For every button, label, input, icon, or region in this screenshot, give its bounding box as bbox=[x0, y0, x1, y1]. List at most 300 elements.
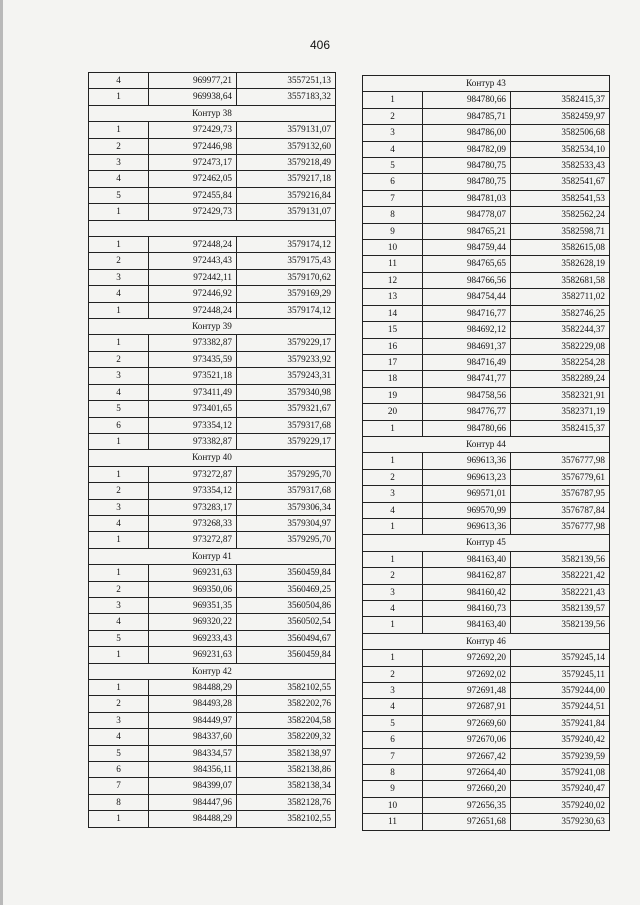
coordinate-x: 969233,43 bbox=[149, 630, 237, 646]
point-number: 4 bbox=[363, 502, 423, 518]
table-row bbox=[363, 420, 610, 436]
point-number: 10 bbox=[363, 240, 423, 256]
table-row bbox=[363, 568, 610, 584]
contour-title: Контур 38 bbox=[89, 105, 336, 121]
point-number: 7 bbox=[89, 778, 149, 794]
point-number: 4 bbox=[89, 384, 149, 400]
point-number: 3 bbox=[89, 597, 149, 613]
coordinate-y: 3579229,17 bbox=[237, 433, 336, 449]
coordinate-x: 973272,87 bbox=[149, 532, 237, 548]
table-row bbox=[363, 781, 610, 797]
point-number: 2 bbox=[89, 253, 149, 269]
coordinate-x: 984765,21 bbox=[423, 223, 511, 239]
coordinate-x: 984782,09 bbox=[423, 141, 511, 157]
coordinate-y: 3579317,68 bbox=[237, 483, 336, 499]
coordinate-x: 984778,07 bbox=[423, 207, 511, 223]
table-row bbox=[89, 384, 336, 400]
coordinate-x: 973435,59 bbox=[149, 351, 237, 367]
coordinate-y: 3582533,43 bbox=[511, 158, 610, 174]
point-number: 2 bbox=[89, 483, 149, 499]
coordinate-y: 3579217,18 bbox=[237, 171, 336, 187]
table-row bbox=[363, 256, 610, 272]
point-number: 5 bbox=[363, 158, 423, 174]
table-row bbox=[89, 155, 336, 171]
table-row bbox=[363, 486, 610, 502]
coordinate-x: 969351,35 bbox=[149, 597, 237, 613]
point-number: 1 bbox=[89, 89, 149, 105]
table-row bbox=[89, 335, 336, 351]
table-row bbox=[89, 811, 336, 827]
coordinate-x: 972669,60 bbox=[423, 715, 511, 731]
coordinate-y: 3582139,56 bbox=[511, 617, 610, 633]
coordinate-x: 972462,05 bbox=[149, 171, 237, 187]
coordinate-x: 973411,49 bbox=[149, 384, 237, 400]
coordinate-x: 984766,56 bbox=[423, 272, 511, 288]
coordinate-x: 984785,71 bbox=[423, 108, 511, 124]
table-row bbox=[89, 712, 336, 728]
coordinate-x: 969571,01 bbox=[423, 486, 511, 502]
coordinate-y: 3579244,00 bbox=[511, 683, 610, 699]
coordinate-y: 3579340,98 bbox=[237, 384, 336, 400]
coordinate-y: 3582128,76 bbox=[237, 794, 336, 810]
table-row bbox=[363, 666, 610, 682]
coordinate-y: 3582415,37 bbox=[511, 420, 610, 436]
coordinate-x: 984759,44 bbox=[423, 240, 511, 256]
coordinate-x: 972692,02 bbox=[423, 666, 511, 682]
coordinate-y: 3560504,86 bbox=[237, 597, 336, 613]
coordinate-y: 3582229,08 bbox=[511, 338, 610, 354]
page-edge bbox=[0, 0, 3, 905]
coordinate-x: 984399,07 bbox=[149, 778, 237, 794]
coordinate-x: 984741,77 bbox=[423, 371, 511, 387]
coordinate-x: 972691,48 bbox=[423, 683, 511, 699]
table-row bbox=[363, 650, 610, 666]
point-number: 5 bbox=[89, 745, 149, 761]
coordinate-x: 984765,65 bbox=[423, 256, 511, 272]
coordinate-y: 3579131,07 bbox=[237, 204, 336, 220]
coordinate-y: 3557183,32 bbox=[237, 89, 336, 105]
table-row bbox=[89, 286, 336, 302]
point-number: 6 bbox=[363, 174, 423, 190]
point-number: 1 bbox=[363, 453, 423, 469]
table-row bbox=[363, 601, 610, 617]
coordinate-y: 3579229,17 bbox=[237, 335, 336, 351]
point-number: 3 bbox=[363, 486, 423, 502]
contour-title: Контур 39 bbox=[89, 319, 336, 335]
coordinate-y: 3582541,67 bbox=[511, 174, 610, 190]
point-number: 1 bbox=[89, 335, 149, 351]
point-number: 2 bbox=[89, 138, 149, 154]
coordinate-x: 969938,64 bbox=[149, 89, 237, 105]
coordinate-y: 3579295,70 bbox=[237, 532, 336, 548]
point-number: 14 bbox=[363, 305, 423, 321]
point-number: 17 bbox=[363, 354, 423, 370]
table-row bbox=[89, 89, 336, 105]
coordinate-y: 3582221,42 bbox=[511, 568, 610, 584]
point-number: 4 bbox=[363, 699, 423, 715]
coordinate-x: 984163,40 bbox=[423, 617, 511, 633]
point-number: 2 bbox=[89, 696, 149, 712]
contour-title: Контур 43 bbox=[363, 76, 610, 92]
point-number: 1 bbox=[89, 122, 149, 138]
point-number: 3 bbox=[363, 584, 423, 600]
coordinate-y: 3579240,47 bbox=[511, 781, 610, 797]
point-number: 3 bbox=[89, 712, 149, 728]
coordinate-x: 972660,20 bbox=[423, 781, 511, 797]
coordinate-y: 3579243,31 bbox=[237, 368, 336, 384]
coordinate-x: 969613,23 bbox=[423, 469, 511, 485]
table-row bbox=[363, 108, 610, 124]
coordinate-y: 3582138,34 bbox=[237, 778, 336, 794]
coordinate-y: 3579245,14 bbox=[511, 650, 610, 666]
point-number: 1 bbox=[363, 650, 423, 666]
point-number: 5 bbox=[363, 715, 423, 731]
table-row bbox=[89, 794, 336, 810]
coordinate-y: 3582371,19 bbox=[511, 404, 610, 420]
table-row bbox=[89, 597, 336, 613]
coordinate-y: 3582562,24 bbox=[511, 207, 610, 223]
table-row bbox=[89, 581, 336, 597]
table-row bbox=[89, 762, 336, 778]
point-number: 2 bbox=[363, 108, 423, 124]
coordinate-y: 3579245,11 bbox=[511, 666, 610, 682]
coordinate-x: 972656,35 bbox=[423, 797, 511, 813]
coordinate-y: 3582321,91 bbox=[511, 387, 610, 403]
contour-title: Контур 46 bbox=[363, 633, 610, 649]
table-row bbox=[363, 387, 610, 403]
contour-title: Контур 40 bbox=[89, 450, 336, 466]
coordinate-y: 3579174,12 bbox=[237, 237, 336, 253]
table-row bbox=[363, 584, 610, 600]
point-number: 9 bbox=[363, 223, 423, 239]
coordinate-x: 973401,65 bbox=[149, 401, 237, 417]
point-number: 1 bbox=[89, 811, 149, 827]
table-row bbox=[363, 289, 610, 305]
point-number: 5 bbox=[89, 187, 149, 203]
coordinate-x: 972448,24 bbox=[149, 237, 237, 253]
table-row bbox=[89, 433, 336, 449]
coordinate-y: 3579230,63 bbox=[511, 814, 610, 830]
table-row bbox=[363, 125, 610, 141]
point-number: 1 bbox=[89, 466, 149, 482]
table-row bbox=[363, 797, 610, 813]
table-row bbox=[363, 617, 610, 633]
table-row bbox=[89, 368, 336, 384]
point-number: 4 bbox=[89, 614, 149, 630]
coordinate-x: 984337,60 bbox=[149, 729, 237, 745]
table-row bbox=[89, 302, 336, 318]
table-row bbox=[363, 305, 610, 321]
coordinate-y: 3582541,53 bbox=[511, 190, 610, 206]
table-row bbox=[89, 729, 336, 745]
coordinate-x: 969231,63 bbox=[149, 565, 237, 581]
coordinate-x: 984780,75 bbox=[423, 158, 511, 174]
contour-header-row bbox=[89, 450, 336, 466]
coordinate-y: 3582138,97 bbox=[237, 745, 336, 761]
point-number: 1 bbox=[363, 518, 423, 534]
coordinate-x: 984447,96 bbox=[149, 794, 237, 810]
coordinate-y: 3579239,59 bbox=[511, 748, 610, 764]
point-number: 15 bbox=[363, 322, 423, 338]
coordinate-x: 984356,11 bbox=[149, 762, 237, 778]
point-number: 1 bbox=[363, 551, 423, 567]
coordinate-y: 3576787,84 bbox=[511, 502, 610, 518]
coordinate-y: 3582415,37 bbox=[511, 92, 610, 108]
table-row bbox=[89, 73, 336, 89]
coordinates-table-left bbox=[88, 72, 336, 828]
point-number: 1 bbox=[89, 647, 149, 663]
coordinate-x: 972651,68 bbox=[423, 814, 511, 830]
table-row bbox=[89, 630, 336, 646]
point-number: 3 bbox=[89, 499, 149, 515]
point-number: 4 bbox=[89, 73, 149, 89]
coordinate-y: 3582254,28 bbox=[511, 354, 610, 370]
coordinate-x: 972429,73 bbox=[149, 122, 237, 138]
coordinate-x: 973283,17 bbox=[149, 499, 237, 515]
coordinate-x: 972446,92 bbox=[149, 286, 237, 302]
table-row bbox=[89, 483, 336, 499]
coordinate-x: 984716,49 bbox=[423, 354, 511, 370]
table-row bbox=[363, 354, 610, 370]
coordinate-y: 3579216,84 bbox=[237, 187, 336, 203]
point-number: 6 bbox=[89, 762, 149, 778]
coordinate-x: 984780,75 bbox=[423, 174, 511, 190]
point-number: 11 bbox=[363, 814, 423, 830]
coordinate-y: 3582139,57 bbox=[511, 601, 610, 617]
coordinate-y: 3582628,19 bbox=[511, 256, 610, 272]
table-row bbox=[363, 453, 610, 469]
coordinate-x: 984160,73 bbox=[423, 601, 511, 617]
table-row bbox=[89, 499, 336, 515]
coordinate-y: 3582202,76 bbox=[237, 696, 336, 712]
point-number: 1 bbox=[89, 565, 149, 581]
coordinate-y: 3579240,42 bbox=[511, 732, 610, 748]
point-number: 1 bbox=[363, 92, 423, 108]
point-number: 7 bbox=[363, 190, 423, 206]
coordinate-y: 3582289,24 bbox=[511, 371, 610, 387]
point-number: 1 bbox=[89, 532, 149, 548]
point-number: 1 bbox=[363, 420, 423, 436]
table-row bbox=[363, 469, 610, 485]
coordinate-x: 984160,42 bbox=[423, 584, 511, 600]
coordinate-y: 3579295,70 bbox=[237, 466, 336, 482]
table-row bbox=[89, 269, 336, 285]
coordinate-x: 969350,06 bbox=[149, 581, 237, 597]
contour-header-row bbox=[89, 548, 336, 564]
coordinate-y: 3579240,02 bbox=[511, 797, 610, 813]
coordinate-y: 3582209,32 bbox=[237, 729, 336, 745]
table-row bbox=[89, 417, 336, 433]
table-row bbox=[89, 680, 336, 696]
table-row bbox=[89, 401, 336, 417]
table-right-body bbox=[363, 76, 610, 831]
table-row bbox=[89, 696, 336, 712]
coordinate-x: 984780,66 bbox=[423, 420, 511, 436]
table-row bbox=[89, 614, 336, 630]
table-row bbox=[89, 745, 336, 761]
point-number: 4 bbox=[89, 171, 149, 187]
table-row bbox=[363, 207, 610, 223]
coordinate-y: 3582138,86 bbox=[237, 762, 336, 778]
point-number: 8 bbox=[363, 207, 423, 223]
contour-title: Контур 42 bbox=[89, 663, 336, 679]
coordinate-y: 3582221,43 bbox=[511, 584, 610, 600]
coordinate-y: 3582459,97 bbox=[511, 108, 610, 124]
table-row bbox=[363, 748, 610, 764]
contour-header-row bbox=[363, 633, 610, 649]
coordinate-y: 3579233,92 bbox=[237, 351, 336, 367]
point-number: 4 bbox=[363, 601, 423, 617]
table-row bbox=[89, 532, 336, 548]
point-number: 2 bbox=[363, 568, 423, 584]
point-number: 19 bbox=[363, 387, 423, 403]
contour-header-row bbox=[89, 220, 336, 236]
point-number: 3 bbox=[89, 368, 149, 384]
point-number: 4 bbox=[363, 141, 423, 157]
table-row bbox=[363, 699, 610, 715]
coordinate-x: 972446,98 bbox=[149, 138, 237, 154]
coordinate-y: 3579317,68 bbox=[237, 417, 336, 433]
point-number: 9 bbox=[363, 781, 423, 797]
table-row bbox=[89, 171, 336, 187]
point-number: 8 bbox=[89, 794, 149, 810]
coordinate-x: 972448,24 bbox=[149, 302, 237, 318]
point-number: 3 bbox=[89, 155, 149, 171]
coordinate-y: 3582244,37 bbox=[511, 322, 610, 338]
table-row bbox=[363, 223, 610, 239]
table-row bbox=[89, 351, 336, 367]
table-row bbox=[89, 253, 336, 269]
point-number: 1 bbox=[89, 237, 149, 253]
point-number: 2 bbox=[363, 666, 423, 682]
coordinate-y: 3579244,51 bbox=[511, 699, 610, 715]
coordinate-x: 969613,36 bbox=[423, 453, 511, 469]
table-row bbox=[363, 502, 610, 518]
coordinate-y: 3560459,84 bbox=[237, 565, 336, 581]
coordinate-y: 3582711,02 bbox=[511, 289, 610, 305]
coordinate-x: 972455,84 bbox=[149, 187, 237, 203]
table-row bbox=[363, 683, 610, 699]
coordinate-y: 3576779,61 bbox=[511, 469, 610, 485]
table-row bbox=[363, 322, 610, 338]
table-row bbox=[89, 466, 336, 482]
table-row bbox=[363, 404, 610, 420]
point-number: 2 bbox=[89, 351, 149, 367]
table-left-body bbox=[89, 73, 336, 828]
point-number: 2 bbox=[363, 469, 423, 485]
coordinate-y: 3582681,58 bbox=[511, 272, 610, 288]
coordinate-y: 3560469,25 bbox=[237, 581, 336, 597]
table-row bbox=[363, 240, 610, 256]
coordinate-y: 3579321,67 bbox=[237, 401, 336, 417]
table-row bbox=[89, 647, 336, 663]
coordinate-x: 984449,97 bbox=[149, 712, 237, 728]
coordinate-y: 3576777,98 bbox=[511, 518, 610, 534]
coordinate-x: 984163,40 bbox=[423, 551, 511, 567]
coordinate-y: 3582534,10 bbox=[511, 141, 610, 157]
point-number: 12 bbox=[363, 272, 423, 288]
page-number: 406 bbox=[309, 38, 331, 52]
coordinate-x: 984786,00 bbox=[423, 125, 511, 141]
coordinate-y: 3579218,49 bbox=[237, 155, 336, 171]
coordinate-y: 3560494,67 bbox=[237, 630, 336, 646]
coordinate-x: 984334,57 bbox=[149, 745, 237, 761]
coordinate-y: 3560502,54 bbox=[237, 614, 336, 630]
coordinate-x: 984691,37 bbox=[423, 338, 511, 354]
coordinate-x: 972664,40 bbox=[423, 765, 511, 781]
coordinate-x: 972670,06 bbox=[423, 732, 511, 748]
point-number: 3 bbox=[363, 683, 423, 699]
point-number: 20 bbox=[363, 404, 423, 420]
coordinate-x: 972443,43 bbox=[149, 253, 237, 269]
table-row bbox=[363, 551, 610, 567]
coordinate-y: 3579132,60 bbox=[237, 138, 336, 154]
table-row bbox=[89, 138, 336, 154]
coordinate-x: 972692,20 bbox=[423, 650, 511, 666]
coordinate-x: 984776,77 bbox=[423, 404, 511, 420]
point-number: 8 bbox=[363, 765, 423, 781]
coordinate-y: 3582598,71 bbox=[511, 223, 610, 239]
point-number: 16 bbox=[363, 338, 423, 354]
point-number: 1 bbox=[89, 302, 149, 318]
contour-header-row bbox=[89, 319, 336, 335]
point-number: 2 bbox=[89, 581, 149, 597]
coordinate-x: 969570,99 bbox=[423, 502, 511, 518]
coordinate-x: 973382,87 bbox=[149, 433, 237, 449]
coordinate-y: 3582506,68 bbox=[511, 125, 610, 141]
coordinate-x: 972473,17 bbox=[149, 155, 237, 171]
contour-header-row bbox=[363, 76, 610, 92]
table-row bbox=[363, 158, 610, 174]
coordinate-y: 3560459,84 bbox=[237, 647, 336, 663]
contour-header-row bbox=[89, 105, 336, 121]
coordinate-y: 3576787,95 bbox=[511, 486, 610, 502]
point-number: 6 bbox=[89, 417, 149, 433]
point-number: 5 bbox=[89, 630, 149, 646]
point-number: 7 bbox=[363, 748, 423, 764]
coordinate-y: 3579169,29 bbox=[237, 286, 336, 302]
coordinate-y: 3582102,55 bbox=[237, 680, 336, 696]
point-number: 11 bbox=[363, 256, 423, 272]
coordinate-y: 3579170,62 bbox=[237, 269, 336, 285]
coordinate-y: 3582204,58 bbox=[237, 712, 336, 728]
table-row bbox=[89, 515, 336, 531]
contour-title: Контур 45 bbox=[363, 535, 610, 551]
point-number: 4 bbox=[89, 286, 149, 302]
coordinate-y: 3579241,84 bbox=[511, 715, 610, 731]
point-number: 1 bbox=[363, 617, 423, 633]
coordinate-y: 3582102,55 bbox=[237, 811, 336, 827]
coordinate-x: 984488,29 bbox=[149, 811, 237, 827]
contour-header-row bbox=[89, 663, 336, 679]
table-row bbox=[363, 141, 610, 157]
coordinate-x: 972687,91 bbox=[423, 699, 511, 715]
table-row bbox=[363, 715, 610, 731]
coordinate-x: 984493,28 bbox=[149, 696, 237, 712]
coordinate-y: 3582746,25 bbox=[511, 305, 610, 321]
point-number: 5 bbox=[89, 401, 149, 417]
point-number: 1 bbox=[89, 204, 149, 220]
coordinate-x: 973268,33 bbox=[149, 515, 237, 531]
coordinate-x: 969231,63 bbox=[149, 647, 237, 663]
point-number: 1 bbox=[89, 680, 149, 696]
contour-header-row bbox=[363, 436, 610, 452]
coordinate-x: 969613,36 bbox=[423, 518, 511, 534]
table-row bbox=[89, 204, 336, 220]
coordinate-x: 984781,03 bbox=[423, 190, 511, 206]
table-row bbox=[363, 732, 610, 748]
coordinate-x: 984692,12 bbox=[423, 322, 511, 338]
